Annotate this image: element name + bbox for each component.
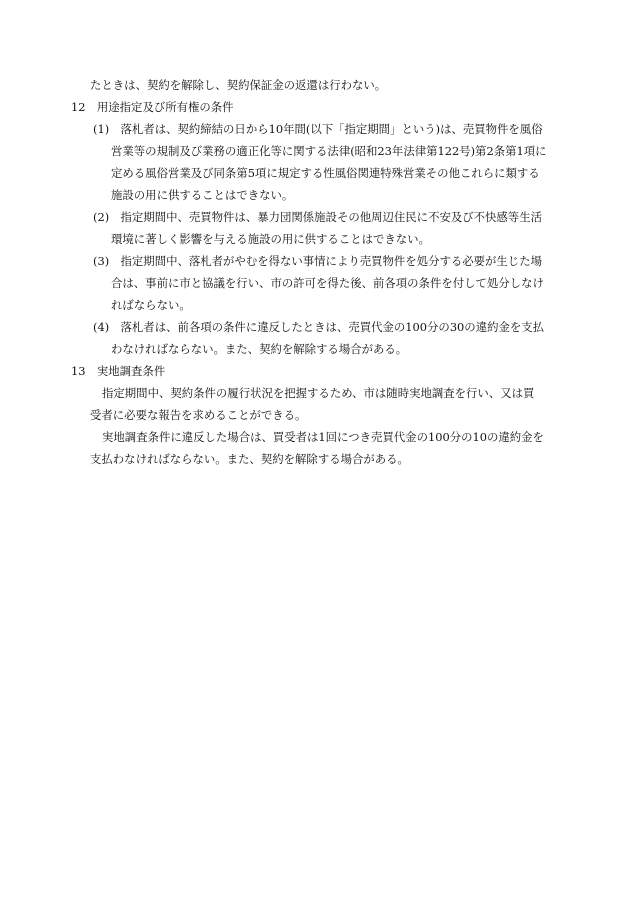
item-3-line-1: (3) 指定期間中、落札者がやむを得ない事情により売買物件を処分する必要が生じた場 [93, 254, 542, 268]
item-1-line-1: (1) 落札者は、契約締結の日から10年間(以下「指定期間」という)は、売買物件を風俗 [93, 122, 543, 136]
section-13-para-1-line-1: 指定期間中、契約条件の履行状況を把握するため、市は随時実地調査を行い、又は買 [102, 386, 535, 400]
item-3-line-3: ればならない。 [111, 298, 191, 312]
section-13-para-1-line-2: 受者に必要な報告を求めることができる。 [90, 408, 307, 422]
item-4-line-2: わなければならない。また、契約を解除する場合がある。 [111, 342, 408, 356]
text-line-continuation: たときは、契約を解除し、契約保証金の返還は行わない。 [90, 78, 387, 92]
item-1-line-4: 施設の用に供することはできない。 [111, 188, 294, 202]
section-13-para-2-line-2: 支払わなければならない。また、契約を解除する場合がある。 [90, 452, 409, 466]
section-heading-12: 12 用途指定及び所有権の条件 [71, 100, 234, 114]
item-4-line-1: (4) 落札者は、前各項の条件に違反したときは、売買代金の100分の30の違約金を支払 [93, 320, 545, 334]
item-2-line-2: 環境に著しく影響を与える施設の用に供することはできない。 [111, 232, 430, 246]
section-13-para-2-line-1: 実地調査条件に違反した場合は、買受者は1回につき売買代金の100分の10の違約金を [102, 430, 544, 444]
section-heading-13: 13 実地調査条件 [71, 364, 166, 378]
item-2-line-1: (2) 指定期間中、売買物件は、暴力団関係施設その他周辺住民に不安及び不快感等生活 [93, 210, 542, 224]
item-1-line-2: 営業等の規制及び業務の適正化等に関する法律(昭和23年法律第122号)第2条第1項に [111, 144, 547, 158]
item-1-line-3: 定める風俗営業及び同条第5項に規定する性風俗関連特殊営業その他これらに類する [111, 166, 540, 180]
item-3-line-2: 合は、事前に市と協議を行い、市の許可を得た後、前各項の条件を付して処分しなけ [111, 276, 544, 290]
